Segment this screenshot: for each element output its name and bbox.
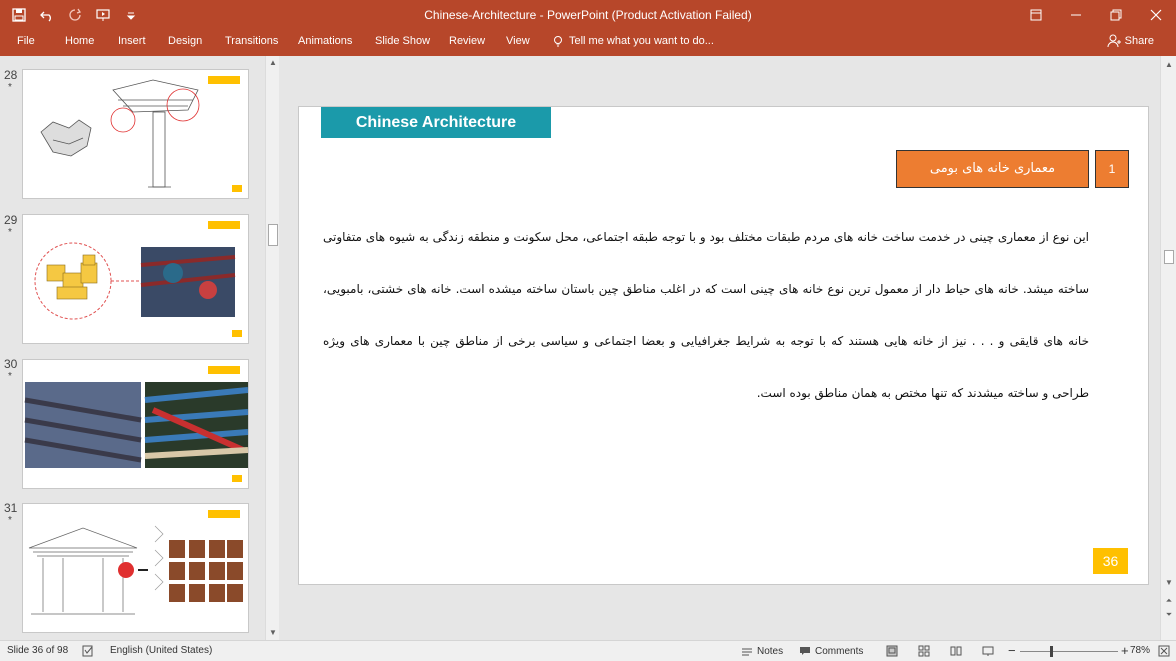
editor-vertical-scrollbar[interactable] bbox=[1160, 56, 1176, 640]
animation-star: * bbox=[8, 82, 12, 93]
notes-label: Notes bbox=[757, 645, 784, 657]
animation-star: * bbox=[8, 227, 12, 238]
next-slide-icon[interactable]: ⏷ bbox=[1165, 610, 1173, 619]
slide-sorter-icon[interactable] bbox=[918, 645, 930, 657]
thumbnail-scroll-thumb[interactable] bbox=[268, 224, 278, 246]
comments-label: Comments bbox=[815, 645, 864, 657]
ribbon-tabs bbox=[0, 30, 1176, 56]
comments-button[interactable] bbox=[799, 645, 863, 657]
close-icon[interactable] bbox=[1136, 0, 1176, 30]
tab-file[interactable]: File bbox=[17, 35, 35, 47]
slide-heading[interactable]: Chinese Architecture bbox=[321, 107, 551, 138]
slide-editor bbox=[284, 56, 1160, 640]
zoom-level[interactable]: 78% bbox=[1130, 645, 1151, 656]
editor-scroll-thumb[interactable] bbox=[1164, 250, 1174, 264]
slide-thumbnail-28[interactable] bbox=[22, 69, 249, 199]
reading-view-icon[interactable] bbox=[950, 645, 962, 657]
hall-diagram bbox=[23, 504, 249, 633]
notes-button[interactable] bbox=[741, 645, 783, 657]
slide-thumbnail-panel bbox=[0, 56, 283, 640]
normal-view-icon[interactable] bbox=[886, 645, 898, 657]
zoom-slider-track[interactable] bbox=[1020, 651, 1118, 652]
bracket-diagram bbox=[23, 215, 249, 344]
section-number-box[interactable]: 1 bbox=[1095, 150, 1129, 188]
share-label: Share bbox=[1124, 35, 1154, 47]
tell-me-text: Tell me what you want to do... bbox=[569, 35, 714, 47]
status-bar bbox=[0, 640, 1176, 661]
spell-check-icon[interactable] bbox=[82, 645, 94, 657]
person-icon bbox=[1107, 34, 1121, 48]
zoom-in-icon[interactable]: + bbox=[1121, 643, 1129, 658]
section-title-box[interactable]: معماری خانه های بومی bbox=[896, 150, 1089, 188]
tab-review[interactable]: Review bbox=[449, 35, 486, 47]
previous-slide-icon[interactable]: ⏶ bbox=[1165, 596, 1173, 605]
scroll-down-icon[interactable]: ▼ bbox=[1165, 578, 1173, 587]
scroll-down-icon[interactable]: ▼ bbox=[269, 628, 277, 637]
current-slide[interactable] bbox=[298, 106, 1149, 585]
slide-thumbnail-29[interactable] bbox=[22, 214, 249, 344]
notes-icon bbox=[741, 645, 753, 657]
thumbnail-number: 31 bbox=[4, 501, 18, 515]
slide-thumbnail-30[interactable] bbox=[22, 359, 249, 489]
tab-slide-show[interactable]: Slide Show bbox=[375, 35, 431, 47]
share-button[interactable] bbox=[1103, 32, 1158, 50]
scroll-up-icon[interactable]: ▲ bbox=[1165, 60, 1173, 69]
animation-star: * bbox=[8, 371, 12, 382]
tab-transitions[interactable]: Transitions bbox=[225, 35, 279, 47]
bracket-photos bbox=[23, 360, 249, 489]
window-title: Chinese-Architecture - PowerPoint (Product Activation Failed) bbox=[424, 8, 752, 22]
zoom-out-icon[interactable]: − bbox=[1008, 643, 1016, 658]
tab-view[interactable]: View bbox=[506, 35, 530, 47]
minimize-icon[interactable] bbox=[1056, 0, 1096, 30]
zoom-slider-thumb[interactable] bbox=[1050, 646, 1053, 657]
window-controls bbox=[1016, 0, 1176, 30]
slide-body-text[interactable]: این نوع از معماری چینی در خدمت ساخت خانه های مردم طبقات مختلف بود و با توجه طبقه اجتماعی، محل سکونت و منطقه زندگی به شیوه های متفاوتی ساخته میشد. خانه های حیاط دار از معمول ترین نوع خانه های چینی است که در اغلب مناطق چین باستان ساخته میشده است. خانه های خشتی، بامبویی، خانه های قایقی و . . . نیز از خانه هایی هستند که با توجه به شرایط جغرافیایی و بعضا اجتماعی و سیاسی برخی از مناطق چین با معماری های ویژه طراحی و ساخته میشدند که تنها مختص به همان مناطق بوده است. bbox=[323, 230, 1089, 400]
restore-icon[interactable] bbox=[1096, 0, 1136, 30]
ribbon-display-options-icon[interactable] bbox=[1016, 0, 1056, 30]
thumbnail-number: 30 bbox=[4, 357, 18, 371]
tab-design[interactable]: Design bbox=[168, 35, 203, 47]
language-indicator[interactable]: English (United States) bbox=[110, 645, 213, 656]
tell-me-search[interactable] bbox=[552, 35, 714, 47]
title-bar bbox=[0, 0, 1176, 30]
scroll-up-icon[interactable]: ▲ bbox=[269, 58, 277, 67]
thumbnail-page-tag bbox=[232, 185, 242, 192]
thumbnail-scrollbar[interactable] bbox=[265, 56, 279, 640]
tab-animations[interactable]: Animations bbox=[298, 35, 353, 47]
lightbulb-icon bbox=[552, 35, 564, 47]
thumbnail-page-tag bbox=[232, 330, 242, 337]
thumbnail-page-tag bbox=[232, 475, 242, 482]
thumbnail-number: 29 bbox=[4, 213, 18, 227]
slide-thumbnail-31[interactable] bbox=[22, 503, 249, 633]
comment-icon bbox=[799, 645, 811, 657]
slide-page-number: 36 bbox=[1093, 548, 1128, 574]
animation-star: * bbox=[8, 515, 12, 526]
slide-counter: Slide 36 of 98 bbox=[7, 645, 69, 656]
slide-show-icon[interactable] bbox=[982, 645, 994, 657]
thumbnail-number: 28 bbox=[4, 68, 18, 82]
bracket-drawing bbox=[23, 70, 249, 199]
tab-home[interactable]: Home bbox=[65, 35, 95, 47]
tab-insert[interactable]: Insert bbox=[118, 35, 146, 47]
fit-to-window-icon[interactable] bbox=[1158, 645, 1170, 657]
